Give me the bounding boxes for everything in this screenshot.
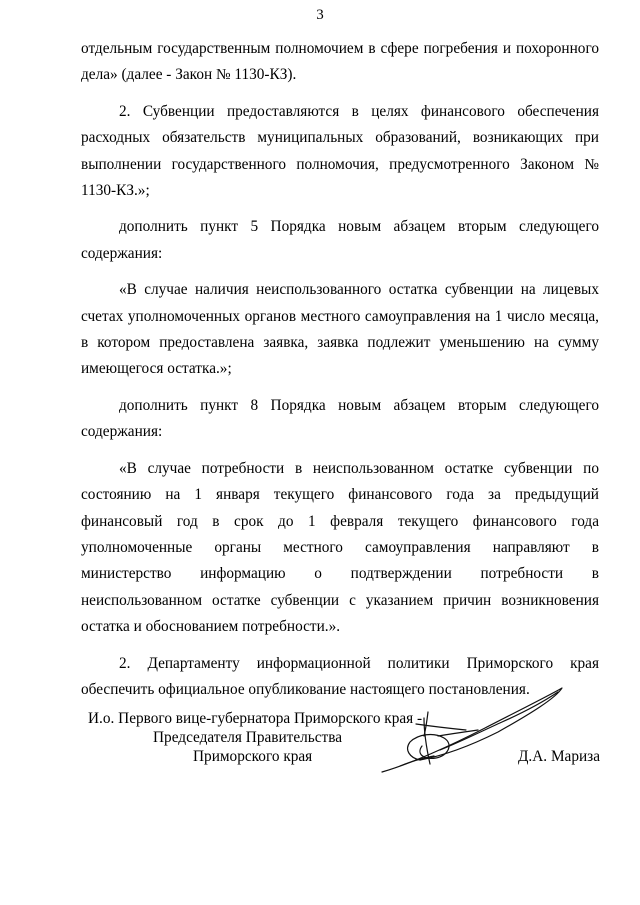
paragraph-amend-item-5: дополнить пункт 5 Порядка новым абзацем вторым следующего содержания:: [81, 218, 599, 262]
paragraph-quote-item-5: «В случае наличия неиспользованного остатка субвенции на лицевых счетах уполномоченных органов местного самоуправления на 1 число месяца, в котором предоставлена заявка, заявка подлежит уменьшению на сумму имеющегося остатка.»;: [81, 281, 599, 378]
document-body: [81, 36, 599, 703]
paragraph-quote-item-8: «В случае потребности в неиспользованном остатке субвенции по состоянию на 1 января текущего финансового года за предыдущий финансовый год в срок до 1 февраля текущего финансового года уполномоченные органы местного самоуправления направляют в министерство информацию о подтверждении потребности в неиспользованном остатке субвенции с указанием причин возникновения остатка и обоснованием потребности.».: [81, 459, 599, 636]
paragraph-subsidies: 2. Субвенции предоставляются в целях финансового обеспечения расходных обязательств муниципальных образований, возникающих при выполнении государственного полномочия, предусмотренного Законом № 1130-КЗ.»;: [81, 102, 599, 200]
signatory-title-line-1: И.о. Первого вице-губернатора Приморского края -: [88, 710, 423, 727]
signatory-title-line-3: Приморского края: [193, 748, 313, 765]
handwritten-signature: [380, 684, 565, 776]
paragraph-amend-item-8: дополнить пункт 8 Порядка новым абзацем вторым следующего содержания:: [81, 396, 599, 441]
page-number: 3: [316, 7, 324, 23]
paragraph-continuation: отдельным государственным полномочием в сфере погребения и похоронного дела» (далее - Закон № 1130-КЗ).: [81, 40, 599, 84]
signatory-name: Д.А. Мариза: [518, 748, 601, 765]
paragraph-publication: 2. Департаменту информационной политики Приморского края обеспечить официальное опубликование настоящего постановления.: [81, 654, 599, 698]
signatory-title-line-2: Председателя Правительства: [153, 729, 343, 746]
